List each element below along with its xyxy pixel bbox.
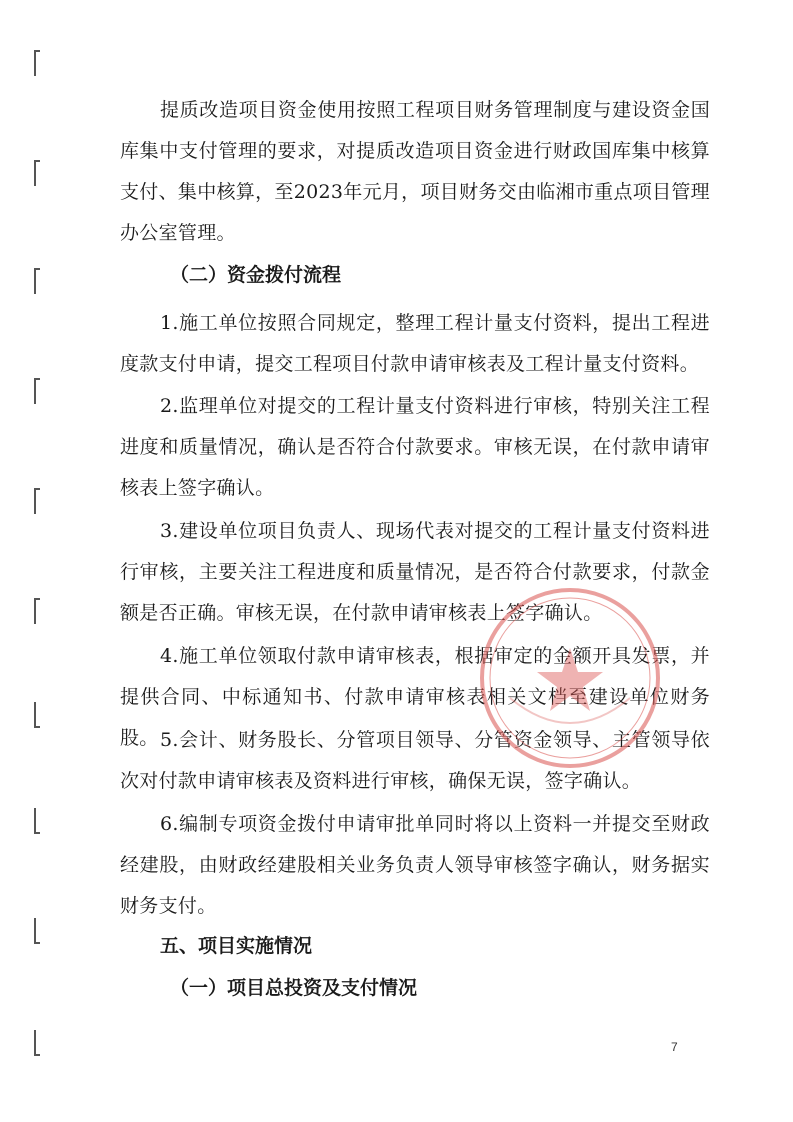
step-6-paragraph: 6.编制专项资金拨付申请审批单同时将以上资料一并提交至财政经建股，由财政经建股相关业务负责人领导审核签字确认，财务据实财务支付。 <box>120 813 710 917</box>
step-2-paragraph: 2.监理单位对提交的工程计量支付资料进行审核，特别关注工程进度和质量情况，确认是否符合付款要求。审核无误，在付款申请审核表上签字确认。 <box>120 395 710 499</box>
step-1-paragraph: 1.施工单位按照合同规定，整理工程计量支付资料，提出工程进度款支付申请，提交工程项目付款申请审核表及工程计量支付资料。 <box>120 312 710 375</box>
binding-mark <box>34 378 40 404</box>
binding-mark <box>34 702 40 728</box>
binding-mark <box>34 918 40 944</box>
binding-mark <box>34 50 40 76</box>
binding-mark <box>34 488 40 514</box>
page-number: 7 <box>671 1040 678 1054</box>
binding-mark <box>34 1030 40 1056</box>
binding-mark <box>34 598 40 624</box>
heading-fund-flow: （二）资金拨付流程 <box>170 264 342 286</box>
binding-mark <box>34 160 40 186</box>
heading-total-investment: （一）项目总投资及支付情况 <box>170 977 418 999</box>
step-4-paragraph: 4.施工单位领取付款申请审核表，根据审定的金额开具发票，并提供合同、中标通知书、付款申请审核表相关文档至建设单位财务股。 <box>120 645 710 749</box>
heading-section-5: 五、项目实施情况 <box>160 935 313 957</box>
step-5-paragraph: 5.会计、财务股长、分管项目领导、分管资金领导、主管领导依次对付款申请审核表及资料进行审核，确保无误，签字确认。 <box>120 729 710 792</box>
binding-mark <box>34 808 40 834</box>
binding-mark <box>34 268 40 294</box>
intro-paragraph: 提质改造项目资金使用按照工程项目财务管理制度与建设资金国库集中支付管理的要求，对提质改造项目资金进行财政国库集中核算支付、集中核算，至2023年元月，项目财务交由临湘市重点项目管理办公室管理。 <box>120 99 710 244</box>
step-3-paragraph: 3.建设单位项目负责人、现场代表对提交的工程计量支付资料进行审核，主要关注工程进度和质量情况，是否符合付款要求，付款金额是否正确。审核无误，在付款申请审核表上签字确认。 <box>120 520 710 624</box>
